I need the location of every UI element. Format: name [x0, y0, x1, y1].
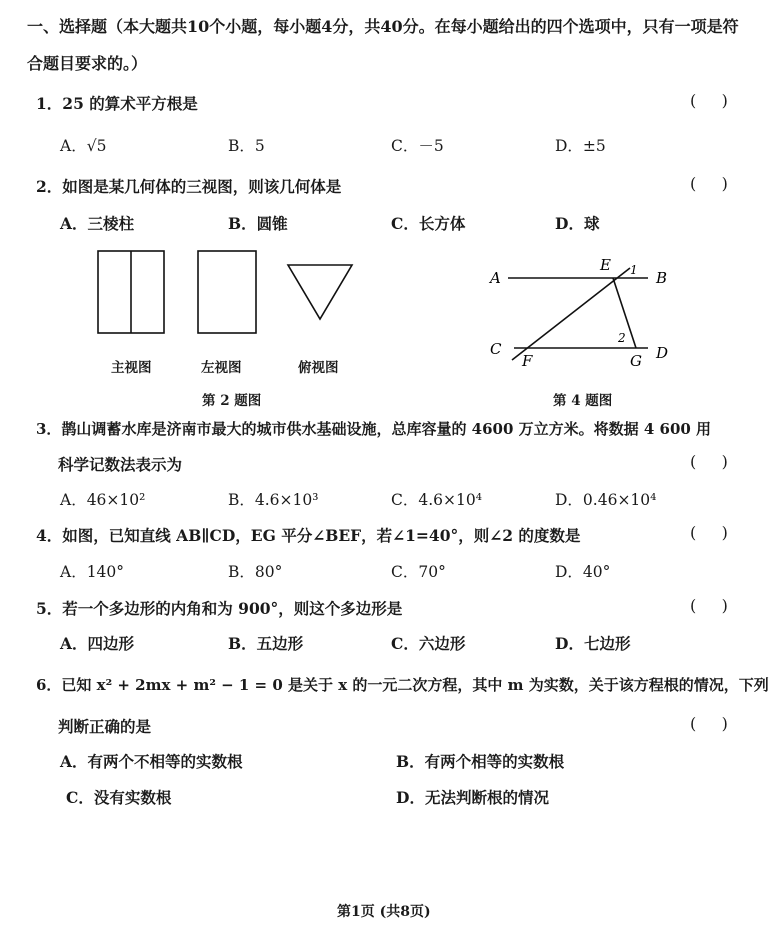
label-b: B: [656, 269, 668, 287]
section-heading-line1: 一、选择题（本大题共10个小题，每小题4分，共40分。在每小题给出的四个选项中，只有一项是符: [27, 17, 739, 36]
question-6-option-c: C．没有实数根: [66, 788, 172, 807]
question-5-answer-paren: ( ): [690, 596, 728, 615]
question-4-option-c: C．70°: [391, 563, 446, 581]
question-4-option-a: A．140°: [60, 563, 125, 581]
question-6-text-line2: 判断正确的是: [58, 717, 152, 736]
top-view-shape: [288, 265, 352, 319]
label-f: F: [522, 352, 533, 370]
question-3-answer-paren: ( ): [690, 452, 728, 471]
figure-2-caption: 第 2 题图: [202, 393, 262, 409]
figure-2-three-views: [90, 245, 370, 345]
question-3-option-a: A．46×10²: [60, 491, 146, 509]
question-3-text-line2: 科学记数法表示为: [58, 455, 183, 474]
page-footer: 第1页 (共8页): [337, 904, 431, 920]
left-view-shape: [198, 251, 256, 333]
question-5-option-d: D．七边形: [555, 634, 631, 653]
question-2-option-a: A．三棱柱: [60, 214, 135, 233]
label-c: C: [490, 340, 502, 358]
figure-4-parallel-lines: [480, 250, 690, 375]
question-5-option-b: B．五边形: [228, 634, 304, 653]
label-e: E: [600, 256, 611, 274]
question-6-option-a: A．有两个不相等的实数根: [60, 752, 243, 771]
angle-1-label: 1: [630, 263, 638, 277]
question-6-option-d: D．无法判断根的情况: [396, 788, 549, 807]
question-3-option-d: D．0.46×10⁴: [555, 491, 657, 509]
question-5-option-a: A．四边形: [60, 634, 135, 653]
front-view-shape: [98, 251, 164, 333]
question-5-text: 5．若一个多边形的内角和为 900°，则这个多边形是: [36, 599, 403, 618]
angle-2-label: 2: [618, 331, 626, 345]
question-2-option-c: C．长方体: [391, 214, 466, 233]
question-6-text: 6．已知 x² + 2mx + m² − 1 = 0 是关于 x 的一元二次方程，其中 m 为实数，关于该方程根的情况，下列: [36, 676, 769, 694]
question-2-option-b: B．圆锥: [228, 214, 288, 233]
label-g: G: [630, 352, 642, 370]
question-4-option-d: D．40°: [555, 563, 611, 581]
question-1-answer-paren: ( ): [690, 91, 728, 110]
top-view-label: 俯视图: [298, 360, 339, 376]
left-view-label: 左视图: [201, 360, 242, 376]
question-3-text: 3．鹊山调蓄水库是济南市最大的城市供水基础设施，总库容量的 4600 万立方米。将数据 4 600 用: [36, 420, 712, 438]
figure-4-caption: 第 4 题图: [553, 393, 613, 409]
question-1-option-d: D．±5: [555, 137, 606, 155]
question-2-text: 2．如图是某几何体的三视图，则该几何体是: [36, 177, 342, 196]
question-1-option-c: C．－5: [391, 137, 444, 155]
question-3-option-b: B．4.6×10³: [228, 491, 319, 509]
question-1-option-a: A．√5: [60, 137, 107, 155]
section-heading-line2: 合题目要求的。）: [27, 54, 148, 73]
label-a: A: [490, 269, 501, 287]
line-ef: [512, 268, 630, 360]
question-3-option-c: C．4.6×10⁴: [391, 491, 482, 509]
question-1-option-b: B．5: [228, 137, 265, 155]
question-6-answer-paren: ( ): [690, 714, 728, 733]
question-5-option-c: C．六边形: [391, 634, 466, 653]
question-4-text: 4．如图，已知直线 AB∥CD，EG 平分∠BEF，若∠1=40°，则∠2 的度数是: [36, 526, 581, 545]
front-view-label: 主视图: [111, 360, 152, 376]
question-1-text: 1．25 的算术平方根是: [36, 94, 198, 113]
question-2-answer-paren: ( ): [690, 174, 728, 193]
question-4-option-b: B．80°: [228, 563, 283, 581]
question-6-option-b: B．有两个相等的实数根: [396, 752, 565, 771]
question-2-option-d: D．球: [555, 214, 600, 233]
label-d: D: [656, 344, 669, 362]
question-4-answer-paren: ( ): [690, 523, 728, 542]
